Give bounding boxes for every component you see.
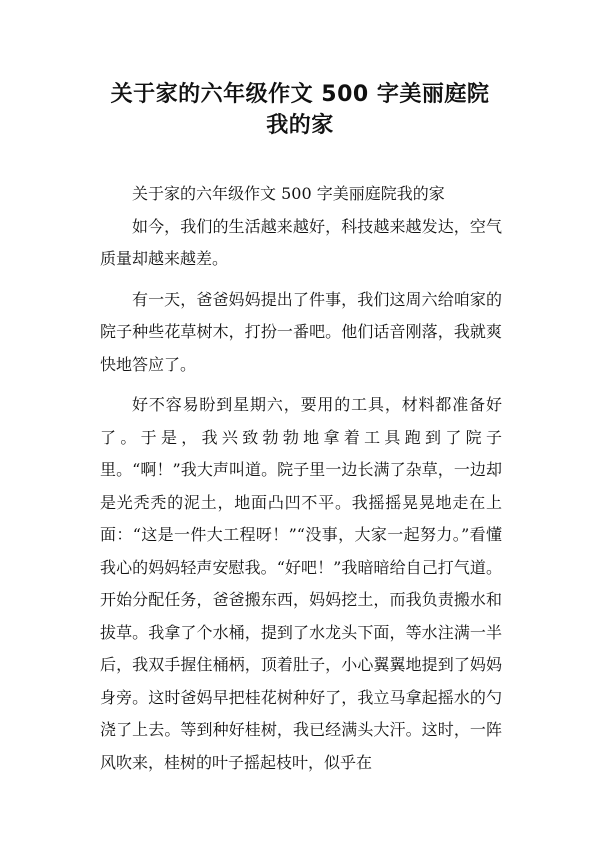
document-title-line-1: 关于家的六年级作文 500 字美丽庭院 (110, 82, 490, 107)
paragraph: 好不容易盼到星期六，要用的工具，材料都准备好了。于是，我兴致勃勃地拿着工具跑到了院子里。“啊！”我大声叫道。院子里一边长满了杂草，一边却是光秃秃的泥土，地面凸凹不平。我摇摇晃晃地走在上面：“这是一件大工程呀！”“没事，大家一起努力。”看懂我心的妈妈轻声安慰我。“好吧！”我暗暗给自己打气道。开始分配任务，爸爸搬东西，妈妈挖土，而我负责搬水和拔草。我拿了个水桶，提到了水龙头下面，等水注满一半后，我双手握住桶柄，顶着肚子，小心翼翼地提到了妈妈身旁。这时爸妈早把桂花树种好了，我立马拿起摇水的勺浇了上去。等到种好桂树，我已经满头大汗。这时，一阵风吹来，桂树的叶子摇起枝叶，似乎在 (100, 395, 502, 772)
document-title-line-2: 我的家 (266, 113, 334, 138)
paragraph-heading: 关于家的六年级作文 500 字美丽庭院我的家 (132, 184, 445, 203)
document-body (100, 178, 502, 779)
paragraph: 如今，我们的生活越来越好，科技越来越发达，空气质量却越来越差。 (100, 216, 502, 268)
paragraph: 有一天，爸爸妈妈提出了件事，我们这周六给咱家的院子种些花草树木，打扮一番吧。他们话音刚落，我就爽快地答应了。 (100, 289, 502, 374)
